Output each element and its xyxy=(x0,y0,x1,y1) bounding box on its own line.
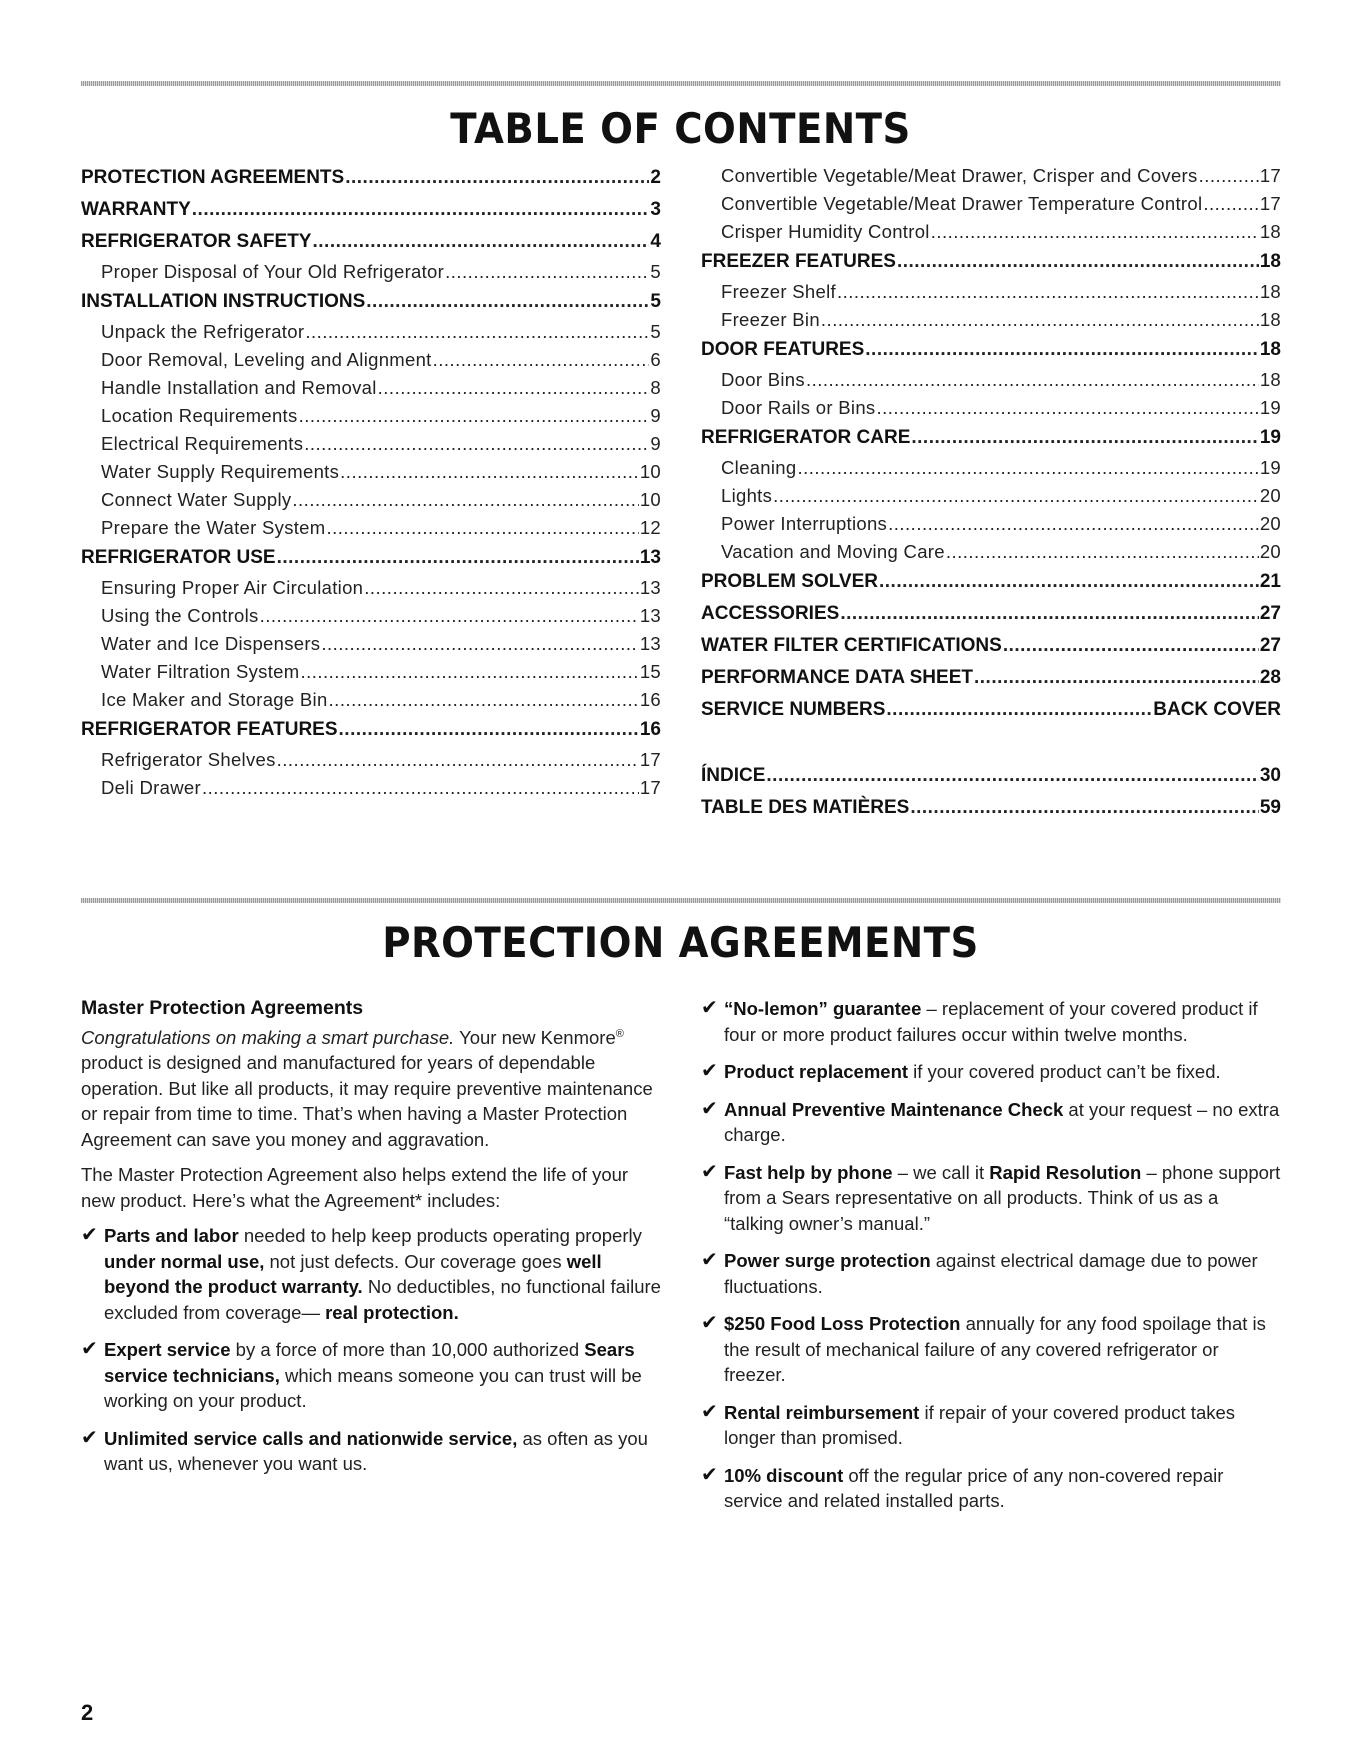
toc-entry-label: Ice Maker and Storage Bin xyxy=(101,689,328,710)
toc-entry-prepare-the-water-system[interactable] xyxy=(81,514,661,542)
toc-entry-page: 27 xyxy=(1259,603,1281,624)
toc-dot-leader xyxy=(837,278,1259,306)
toc-entry-page: 13 xyxy=(639,605,661,626)
registered-mark: ® xyxy=(615,1027,624,1040)
toc-dot-leader xyxy=(897,246,1259,278)
benefit-text: at your request – no extra charge. xyxy=(724,1098,1280,1145)
checkmark-icon: ✔ xyxy=(701,1400,718,1423)
toc-entry-page: 10 xyxy=(639,489,661,510)
toc-entry-label: Electrical Requirements xyxy=(101,433,304,454)
toc-dot-leader xyxy=(312,226,649,258)
toc-dot-leader xyxy=(1003,630,1259,662)
toc-entry-refrigerator-use[interactable] xyxy=(81,542,661,574)
toc-entry-warranty[interactable] xyxy=(81,194,661,226)
toc-entry-page: 28 xyxy=(1259,667,1281,688)
toc-entry-label: Connect Water Supply xyxy=(101,489,292,510)
toc-entry-using-the-controls[interactable] xyxy=(81,602,661,630)
toc-entry-page: 19 xyxy=(1259,427,1281,448)
toc-entry-label: Freezer Bin xyxy=(721,309,820,330)
toc-spacer xyxy=(701,726,1281,760)
intro-italic: Congratulations on making a smart purchase. xyxy=(81,1026,455,1048)
toc-dot-leader xyxy=(876,394,1258,422)
master-protection-heading: Master Protection Agreements xyxy=(81,997,364,1019)
toc-entry-crisper-humidity-control[interactable] xyxy=(701,218,1281,246)
toc-entry-label: WATER FILTER CERTIFICATIONS xyxy=(701,635,1002,656)
toc-right-column xyxy=(701,162,1281,824)
toc-entry-label: INSTALLATION INSTRUCTIONS xyxy=(81,291,366,312)
toc-dot-leader xyxy=(192,194,650,226)
toc-entry-page: 20 xyxy=(1259,513,1281,534)
toc-entry-label: PROTECTION AGREEMENTS xyxy=(81,167,345,188)
benefit-text: needed to help keep products operating properly xyxy=(238,1225,642,1246)
toc-entry-refrigerator-safety[interactable] xyxy=(81,226,661,258)
toc-entry-cleaning[interactable] xyxy=(701,454,1281,482)
toc-entry-page: 13 xyxy=(639,633,661,654)
toc-entry-label: Water and Ice Dispensers xyxy=(101,633,321,654)
toc-entry-page: 19 xyxy=(1259,397,1281,418)
toc-entry-electrical-requirements[interactable] xyxy=(81,430,661,458)
toc-entry-page: 8 xyxy=(650,377,661,398)
toc-entry-label: Power Interruptions xyxy=(721,513,888,534)
toc-entry-convertible-vegetable-meat-drawer-temper[interactable] xyxy=(701,190,1281,218)
benefit-text: No deductibles, no functional failure excluded from coverage— xyxy=(104,1276,661,1323)
toc-entry-connect-water-supply[interactable] xyxy=(81,486,661,514)
toc-dot-leader xyxy=(911,422,1258,454)
toc-entry-label: Lights xyxy=(721,485,773,506)
toc-entry-unpack-the-refrigerator[interactable] xyxy=(81,318,661,346)
benefit-highlight: real protection. xyxy=(325,1301,459,1323)
toc-left-column xyxy=(81,162,661,802)
toc-entry-power-interruptions[interactable] xyxy=(701,510,1281,538)
checkmark-icon: ✔ xyxy=(701,1312,718,1334)
toc-entry-proper-disposal-of-your-old-refrigerator[interactable] xyxy=(81,258,661,286)
toc-entry-refrigerator-care[interactable] xyxy=(701,422,1281,454)
toc-entry-page: 6 xyxy=(650,349,661,370)
benefit-text: annually for any food spoilage that is the result of mechanical failure of any covered refrigerator or freezer. xyxy=(724,1313,1266,1385)
protection-left-column xyxy=(81,996,661,1489)
toc-entry-page: 17 xyxy=(1259,193,1281,214)
toc-entry-label: Deli Drawer xyxy=(101,777,201,798)
toc-entry-service-numbers[interactable] xyxy=(701,694,1281,726)
right-benefits-list xyxy=(701,996,1281,1514)
benefit-highlight: Unlimited service calls and nationwide service, xyxy=(104,1427,518,1449)
toc-entry-convertible-vegetable-meat-drawer-crispe[interactable] xyxy=(701,162,1281,190)
toc-dot-leader xyxy=(445,258,649,286)
toc-entry-door-features[interactable] xyxy=(701,334,1281,366)
toc-entry-page: 17 xyxy=(639,749,661,770)
checkmark-icon: ✔ xyxy=(701,1249,718,1271)
toc-entry-door-bins[interactable] xyxy=(701,366,1281,394)
toc-entry-label: ACCESSORIES xyxy=(701,603,840,624)
toc-dot-leader xyxy=(840,598,1259,630)
toc-entry-page: 10 xyxy=(639,461,661,482)
toc-entry-label: Water Filtration System xyxy=(101,661,300,682)
toc-entry-page: 2 xyxy=(650,167,661,188)
toc-entry-page: 27 xyxy=(1259,635,1281,656)
toc-entry-page: 18 xyxy=(1259,251,1281,272)
toc-dot-leader xyxy=(974,662,1259,694)
toc-entry-page: 4 xyxy=(650,231,661,252)
toc-entry-label: Freezer Shelf xyxy=(721,281,836,302)
toc-entry-performance-data-sheet[interactable] xyxy=(701,662,1281,694)
benefit-highlight: Annual Preventive Maintenance Check xyxy=(724,1098,1064,1120)
toc-dot-leader xyxy=(321,630,638,658)
toc-entry-label: DOOR FEATURES xyxy=(701,339,865,360)
toc-dot-leader xyxy=(886,694,1152,726)
benefit-text: off the regular price of any non-covered repair service and related installed parts. xyxy=(724,1464,1224,1511)
toc-dot-leader xyxy=(300,658,638,686)
toc-entry-label: PROBLEM SOLVER xyxy=(701,571,878,592)
toc-dot-leader xyxy=(305,318,649,346)
benefit-highlight: Parts and labor xyxy=(104,1225,239,1246)
toc-dot-leader xyxy=(202,774,639,802)
benefit-highlight: Product replacement xyxy=(724,1061,909,1082)
toc-dot-leader xyxy=(299,402,650,430)
toc-dot-leader xyxy=(773,482,1259,510)
toc-entry-protection-agreements[interactable] xyxy=(81,162,661,194)
toc-entry-water-filtration-system[interactable] xyxy=(81,658,661,686)
benefit-text: if your covered product can’t be fixed. xyxy=(908,1061,1221,1082)
toc-entry-page: 15 xyxy=(639,661,661,682)
toc-dot-leader xyxy=(888,510,1259,538)
benefit-text: – replacement of your covered product if four or more product failures occur within twelve months. xyxy=(724,998,1258,1045)
benefit-highlight: Sears service technicians, xyxy=(104,1339,635,1386)
toc-entry-page: 13 xyxy=(639,547,661,568)
toc-dot-leader xyxy=(797,454,1258,482)
toc-entry-page: 18 xyxy=(1259,339,1281,360)
toc-entry-label: REFRIGERATOR FEATURES xyxy=(81,719,338,740)
toc-entry-freezer-shelf[interactable] xyxy=(701,278,1281,306)
toc-dot-leader xyxy=(1199,162,1259,190)
toc-entry-page: 9 xyxy=(650,433,661,454)
checkmark-icon: ✔ xyxy=(81,1224,98,1246)
benefit-item xyxy=(81,1426,661,1477)
protection-right-column xyxy=(701,996,1281,1526)
left-benefits-list xyxy=(81,1223,661,1477)
toc-dot-leader xyxy=(910,792,1259,824)
toc-entry-page: 18 xyxy=(1259,369,1281,390)
toc-entry-ensuring-proper-air-circulation[interactable] xyxy=(81,574,661,602)
benefit-text: not just defects. Our coverage goes xyxy=(264,1250,567,1272)
toc-dot-leader xyxy=(340,458,639,486)
toc-entry-refrigerator-features[interactable] xyxy=(81,714,661,746)
toc-entry-label: TABLE DES MATIÈRES xyxy=(701,797,910,818)
checkmark-icon: ✔ xyxy=(701,1060,718,1082)
toc-entry-page: 21 xyxy=(1259,571,1281,592)
toc-dot-leader xyxy=(879,566,1259,598)
toc-entry-label: Door Rails or Bins xyxy=(721,397,876,418)
toc-entry-page: 20 xyxy=(1259,541,1281,562)
toc-entry-vacation-and-moving-care[interactable] xyxy=(701,538,1281,566)
benefit-highlight: Expert service xyxy=(104,1339,231,1360)
toc-dot-leader xyxy=(292,486,638,514)
benefit-item xyxy=(701,1160,1281,1237)
toc-entry-page: 16 xyxy=(639,719,661,740)
toc-entry-freezer-features[interactable] xyxy=(701,246,1281,278)
toc-entry-label: SERVICE NUMBERS xyxy=(701,699,886,720)
toc-dot-leader xyxy=(931,218,1259,246)
benefit-text: as often as you want us, whenever you want us. xyxy=(104,1427,648,1474)
toc-entry-label: FREEZER FEATURES xyxy=(701,251,896,272)
toc-entry-label: Vacation and Moving Care xyxy=(721,541,945,562)
toc-entry-water-supply-requirements[interactable] xyxy=(81,458,661,486)
toc-entry-water-filter-certifications[interactable] xyxy=(701,630,1281,662)
toc-dot-leader xyxy=(364,574,639,602)
benefit-highlight: under normal use, xyxy=(104,1250,265,1272)
toc-entry-page: 18 xyxy=(1259,309,1281,330)
toc-entry-page: 9 xyxy=(650,405,661,426)
toc-entry-deli-drawer[interactable] xyxy=(81,774,661,802)
toc-dot-leader xyxy=(946,538,1259,566)
toc-entry-label: WARRANTY xyxy=(81,199,191,220)
intro-paragraph xyxy=(81,1025,661,1153)
toc-entry-page: 5 xyxy=(650,321,661,342)
toc-entry-water-and-ice-dispensers[interactable] xyxy=(81,630,661,658)
toc-dot-leader xyxy=(277,746,639,774)
benefit-highlight: Fast help by phone xyxy=(724,1161,893,1183)
toc-entry-door-rails-or-bins[interactable] xyxy=(701,394,1281,422)
toc-entry-ndice[interactable] xyxy=(701,760,1281,792)
toc-entry-label: Cleaning xyxy=(721,457,797,478)
toc-entry-label: Crisper Humidity Control xyxy=(721,221,930,242)
toc-dot-leader xyxy=(806,366,1259,394)
benefit-text: if repair of your covered product takes longer than promised. xyxy=(724,1401,1236,1448)
toc-dot-leader xyxy=(378,374,650,402)
toc-entry-door-removal-leveling-and-alignment[interactable] xyxy=(81,346,661,374)
toc-entry-page: 5 xyxy=(650,291,661,312)
toc-entry-accessories[interactable] xyxy=(701,598,1281,630)
checkmark-icon: ✔ xyxy=(701,997,718,1019)
toc-dot-leader xyxy=(339,714,639,746)
toc-dot-leader xyxy=(277,542,639,574)
toc-entry-label: Location Requirements xyxy=(101,405,298,426)
toc-entry-label: Water Supply Requirements xyxy=(101,461,340,482)
toc-entry-label: REFRIGERATOR USE xyxy=(81,547,276,568)
toc-entry-page: 30 xyxy=(1259,765,1281,786)
benefit-highlight: Rapid Resolution xyxy=(989,1161,1142,1183)
benefit-item xyxy=(701,1097,1281,1148)
toc-dot-leader xyxy=(345,162,649,194)
benefit-item xyxy=(701,1463,1281,1514)
benefit-item xyxy=(701,1311,1281,1388)
toc-entry-label: REFRIGERATOR SAFETY xyxy=(81,231,312,252)
toc-dot-leader xyxy=(326,514,638,542)
protection-agreements-title: PROTECTION AGREEMENTS xyxy=(382,918,979,967)
toc-entry-handle-installation-and-removal[interactable] xyxy=(81,374,661,402)
toc-entry-label: Unpack the Refrigerator xyxy=(101,321,305,342)
section-divider xyxy=(81,898,1281,903)
toc-entry-table-des-mati-res[interactable] xyxy=(701,792,1281,824)
checkmark-icon: ✔ xyxy=(701,1097,718,1120)
benefit-item xyxy=(81,1337,661,1414)
checkmark-icon: ✔ xyxy=(701,1463,718,1486)
checkmark-icon: ✔ xyxy=(701,1160,718,1183)
benefit-text: – phone support from a Sears representative on all products. Think of us as a “talking owner’s manual.” xyxy=(724,1161,1281,1234)
toc-entry-label: Handle Installation and Removal xyxy=(101,377,377,398)
benefit-item xyxy=(701,996,1281,1047)
toc-entry-label: Convertible Vegetable/Meat Drawer, Crisper and Covers xyxy=(721,165,1198,186)
toc-entry-label: Prepare the Water System xyxy=(101,517,326,538)
toc-title: TABLE OF CONTENTS xyxy=(450,104,911,153)
benefit-highlight: Rental reimbursement xyxy=(724,1401,920,1423)
toc-entry-installation-instructions[interactable] xyxy=(81,286,661,318)
toc-entry-page: 59 xyxy=(1259,797,1281,818)
toc-entry-page: 20 xyxy=(1259,485,1281,506)
toc-entry-page: 18 xyxy=(1259,221,1281,242)
benefit-text: by a force of more than 10,000 authorized xyxy=(230,1339,585,1360)
benefit-highlight: Power surge protection xyxy=(724,1250,931,1271)
toc-entry-location-requirements[interactable] xyxy=(81,402,661,430)
benefit-highlight: “No-lemon” guarantee xyxy=(724,998,922,1019)
agreement-paragraph: The Master Protection Agreement also helps extend the life of your new product. Here’s what the Agreement* includes: xyxy=(81,1164,629,1211)
toc-entry-label: Ensuring Proper Air Circulation xyxy=(101,577,364,598)
toc-dot-leader xyxy=(865,334,1259,366)
toc-entry-label: REFRIGERATOR CARE xyxy=(701,427,911,448)
benefit-text: against electrical damage due to power fluctuations. xyxy=(724,1250,1258,1297)
toc-dot-leader xyxy=(366,286,649,318)
checkmark-icon: ✔ xyxy=(81,1338,98,1360)
checkmark-icon: ✔ xyxy=(81,1426,98,1449)
toc-dot-leader xyxy=(821,306,1259,334)
toc-entry-page: BACK COVER xyxy=(1153,699,1281,720)
toc-entry-refrigerator-shelves[interactable] xyxy=(81,746,661,774)
toc-dot-leader xyxy=(260,602,639,630)
toc-entry-problem-solver[interactable] xyxy=(701,566,1281,598)
toc-entry-label: Using the Controls xyxy=(101,605,259,626)
toc-entry-label: Door Bins xyxy=(721,369,805,390)
toc-dot-leader xyxy=(766,760,1258,792)
toc-entry-page: 12 xyxy=(639,517,661,538)
benefit-item xyxy=(701,1059,1281,1085)
toc-dot-leader xyxy=(304,430,649,458)
benefit-item xyxy=(81,1223,661,1325)
benefit-highlight: 10% discount xyxy=(724,1464,844,1486)
toc-entry-lights[interactable] xyxy=(701,482,1281,510)
toc-entry-ice-maker-and-storage-bin[interactable] xyxy=(81,686,661,714)
benefit-highlight: well beyond the product warranty. xyxy=(104,1250,602,1297)
toc-entry-page: 16 xyxy=(639,689,661,710)
toc-entry-page: 19 xyxy=(1259,457,1281,478)
toc-entry-page: 5 xyxy=(650,261,661,282)
intro-text-2: product is designed and manufactured for years of dependable operation. But like all products, it may require preventive maintenance or repair from time to time. That’s when having a Master Protection Agreement can save you money and aggravation. xyxy=(81,1052,653,1150)
benefit-item xyxy=(701,1400,1281,1451)
benefit-highlight: $250 Food Loss Protection xyxy=(724,1313,961,1334)
toc-entry-page: 17 xyxy=(639,777,661,798)
benefit-text: – we call it xyxy=(892,1161,990,1183)
toc-entry-label: ÍNDICE xyxy=(701,765,766,786)
benefit-item xyxy=(701,1248,1281,1299)
toc-dot-leader xyxy=(433,346,650,374)
toc-entry-page: 18 xyxy=(1259,281,1281,302)
toc-entry-page: 3 xyxy=(650,199,661,220)
toc-entry-freezer-bin[interactable] xyxy=(701,306,1281,334)
top-divider xyxy=(81,81,1281,86)
toc-entry-page: 17 xyxy=(1259,165,1281,186)
toc-entry-label: Refrigerator Shelves xyxy=(101,749,276,770)
toc-entry-label: Door Removal, Leveling and Alignment xyxy=(101,349,432,370)
toc-entry-page: 13 xyxy=(639,577,661,598)
toc-dot-leader xyxy=(1203,190,1258,218)
toc-entry-label: PERFORMANCE DATA SHEET xyxy=(701,667,973,688)
toc-entry-label: Proper Disposal of Your Old Refrigerator xyxy=(101,261,445,282)
toc-dot-leader xyxy=(329,686,639,714)
page-number: 2 xyxy=(81,1700,94,1725)
benefit-text: which means someone you can trust will be working on your product. xyxy=(104,1364,642,1411)
toc-entry-label: Convertible Vegetable/Meat Drawer Temperature Control xyxy=(721,193,1203,214)
intro-text-1: Your new Kenmore xyxy=(454,1026,616,1048)
